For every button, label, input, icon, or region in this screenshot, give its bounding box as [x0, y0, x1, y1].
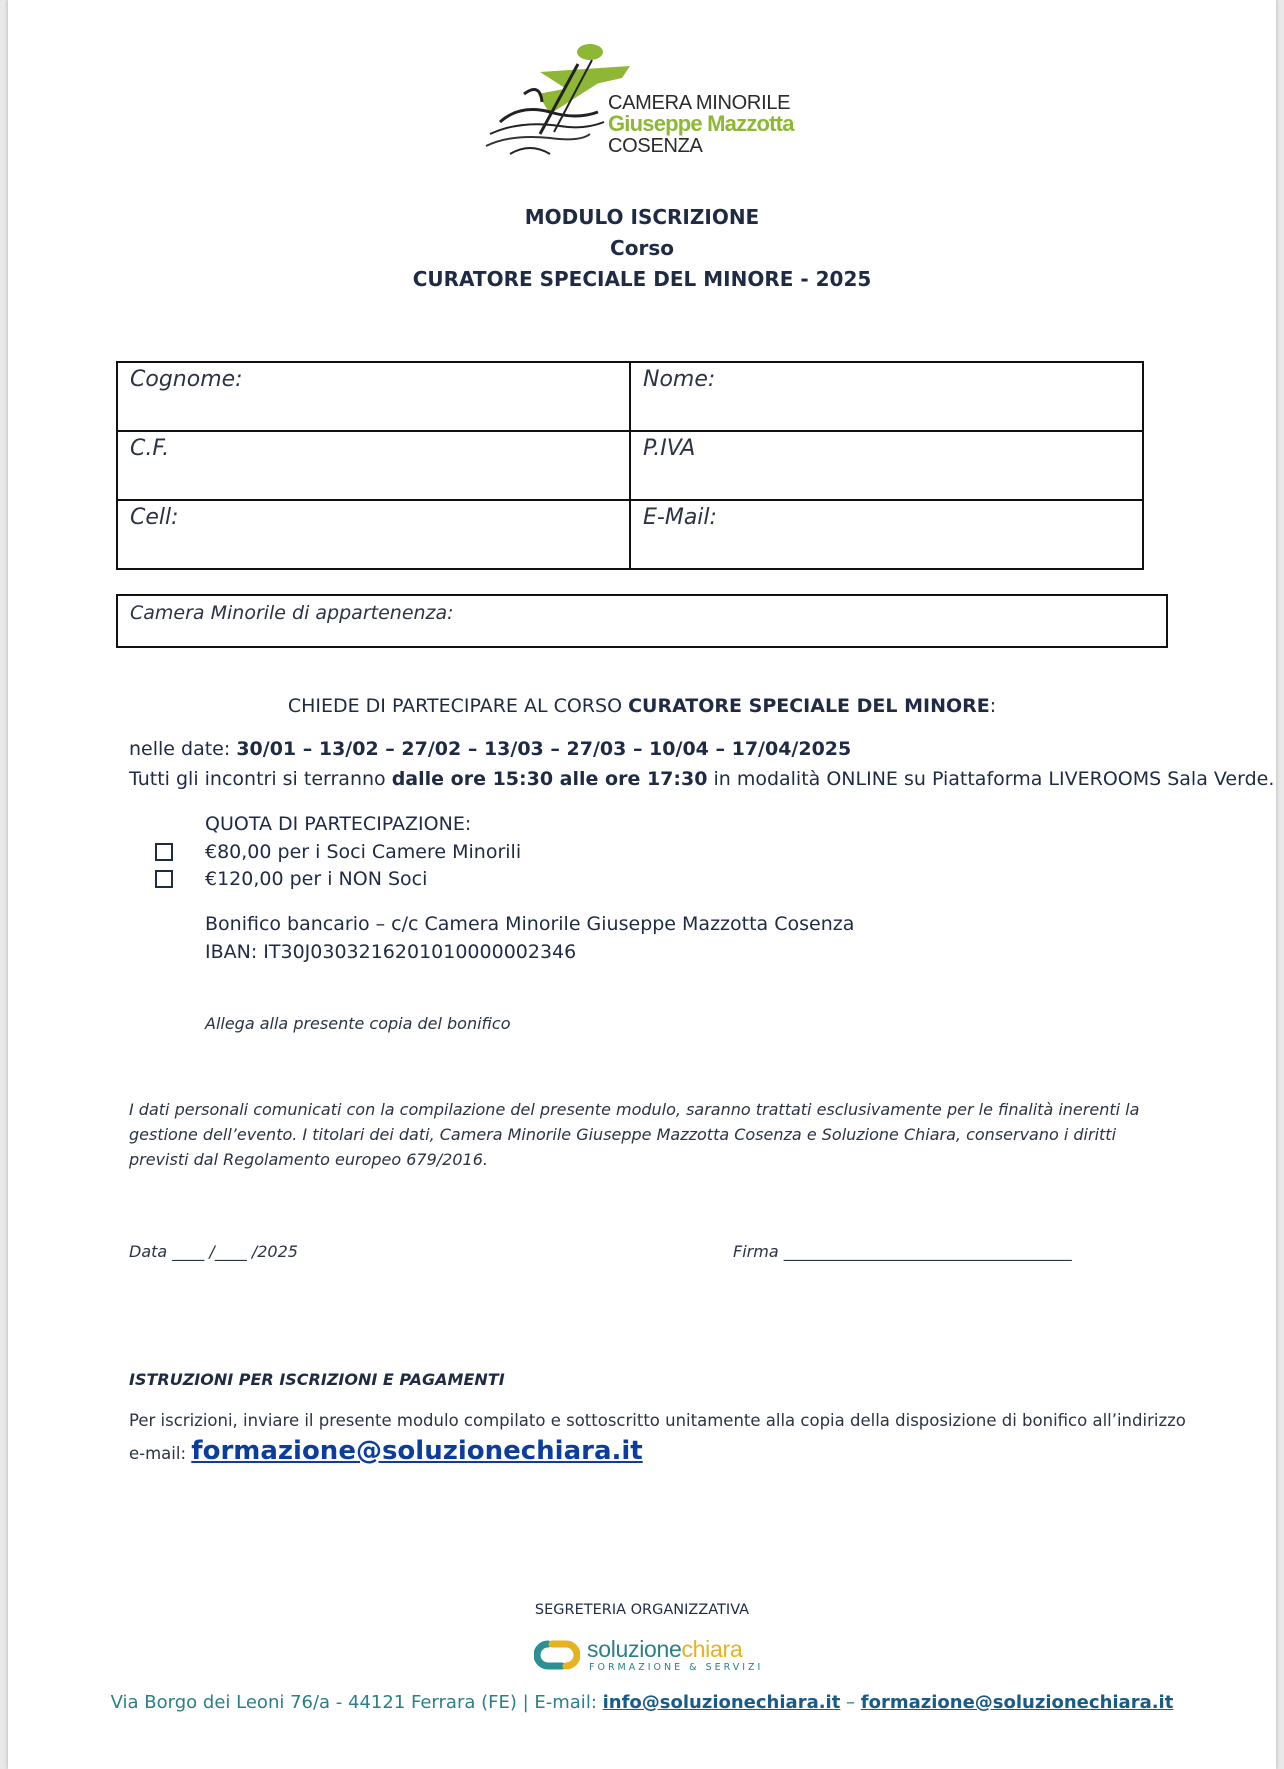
camera-minorile-label: Camera Minorile di appartenenza: [130, 602, 454, 624]
footer-email-info-link[interactable]: info@soluzionechiara.it [602, 1692, 841, 1713]
piva-field[interactable]: P.IVA [630, 431, 1143, 500]
personal-data-table [116, 361, 1144, 570]
dates-label: nelle date: [129, 738, 237, 760]
segreteria-label: SEGRETERIA ORGANIZZATIVA [534, 1602, 750, 1618]
brand-part-2: chiara [681, 1636, 743, 1662]
footer-separator: – [840, 1692, 861, 1713]
form-title: MODULO ISCRIZIONE [524, 205, 760, 229]
logo-text [608, 93, 794, 156]
non-soci-checkbox[interactable] [155, 870, 173, 888]
email-field[interactable]: E-Mail: [630, 500, 1143, 569]
dates-value: 30/01 – 13/02 – 27/02 – 13/03 – 27/03 – 10/04 – 17/04/2025 [236, 738, 852, 760]
bank-transfer-info: Bonifico bancario – c/c Camera Minorile Giuseppe Mazzotta Cosenza [205, 913, 855, 935]
instructions-email-line [129, 1436, 643, 1466]
request-suffix: : [989, 695, 997, 717]
cf-field[interactable]: C.F. [117, 431, 630, 500]
dates-line [129, 738, 851, 760]
soluzione-chiara-logo-icon [534, 1640, 580, 1670]
camera-minorile-field[interactable] [116, 594, 1168, 648]
signature-line: Firma ____________________________________ [733, 1242, 1072, 1261]
logo-line-3: COSENZA [608, 134, 703, 157]
instructions-text: Per iscrizioni, inviare il presente modulo compilato e sottoscritto unitamente alla copia della disposizione di bonifico all’indirizzo [129, 1411, 1186, 1430]
footer-address: Via Borgo dei Leoni 76/a - 44121 Ferrara (FE) | E-mail: [110, 1692, 603, 1713]
iban: IBAN: IT30J0303216201010000002346 [205, 941, 577, 963]
date-line: Data ____ /____ /2025 [129, 1242, 298, 1261]
cell-field[interactable]: Cell: [117, 500, 630, 569]
table-row [117, 500, 1143, 569]
attach-note: Allega alla presente copia del bonifico [205, 1014, 511, 1033]
table-row [117, 431, 1143, 500]
fee-title: QUOTA DI PARTECIPAZIONE: [205, 813, 472, 835]
request-prefix: CHIEDE DI PARTECIPARE AL CORSO [287, 695, 629, 717]
footer-email-formazione-link[interactable]: formazione@soluzionechiara.it [860, 1692, 1174, 1713]
request-course: CURATORE SPECIALE DEL MINORE [628, 695, 990, 717]
document-page [8, 0, 1276, 1769]
fee-option-non-soci: €120,00 per i NON Soci [205, 868, 428, 890]
nome-field[interactable]: Nome: [630, 362, 1143, 431]
privacy-notice: I dati personali comunicati con la compilazione del presente modulo, saranno trattati esclusivamente per le finalità inerenti la gestione dell’evento. I titolari dei dati, Camera Minorile Giuseppe Mazzotta Cosenza e Soluzione Chiara, conservano i diritti previsti dal Regolamento europeo 679/2016. [129, 1100, 1140, 1169]
table-row [117, 362, 1143, 431]
logo-line-2: Giuseppe Mazzotta [608, 111, 794, 137]
logo-line-1: CAMERA MINORILE [608, 92, 791, 114]
brand-subtitle: FORMAZIONE & SERVIZI [589, 1662, 764, 1673]
instructions-email-label: e-mail: [129, 1444, 192, 1463]
time-line [129, 768, 1274, 790]
instructions-title: ISTRUZIONI PER ISCRIZIONI E PAGAMENTI [129, 1370, 505, 1389]
fee-option-soci: €80,00 per i Soci Camere Minorili [205, 841, 522, 863]
cognome-field[interactable]: Cognome: [117, 362, 630, 431]
course-title: CURATORE SPECIALE DEL MINORE - 2025 [412, 267, 872, 291]
time-prefix: Tutti gli incontri si terranno [129, 768, 392, 790]
soci-checkbox[interactable] [155, 843, 173, 861]
form-subtitle: Corso [610, 236, 674, 260]
soluzione-chiara-brand [587, 1636, 742, 1663]
time-suffix: in modalità ONLINE su Piattaforma LIVEROOMS Sala Verde. [707, 768, 1275, 790]
brand-part-1: soluzione [587, 1636, 682, 1662]
request-line [0, 695, 1284, 717]
instructions-email-link[interactable]: formazione@soluzionechiara.it [191, 1436, 643, 1466]
footer-address-line [0, 1692, 1284, 1713]
time-value: dalle ore 15:30 alle ore 17:30 [391, 768, 708, 790]
